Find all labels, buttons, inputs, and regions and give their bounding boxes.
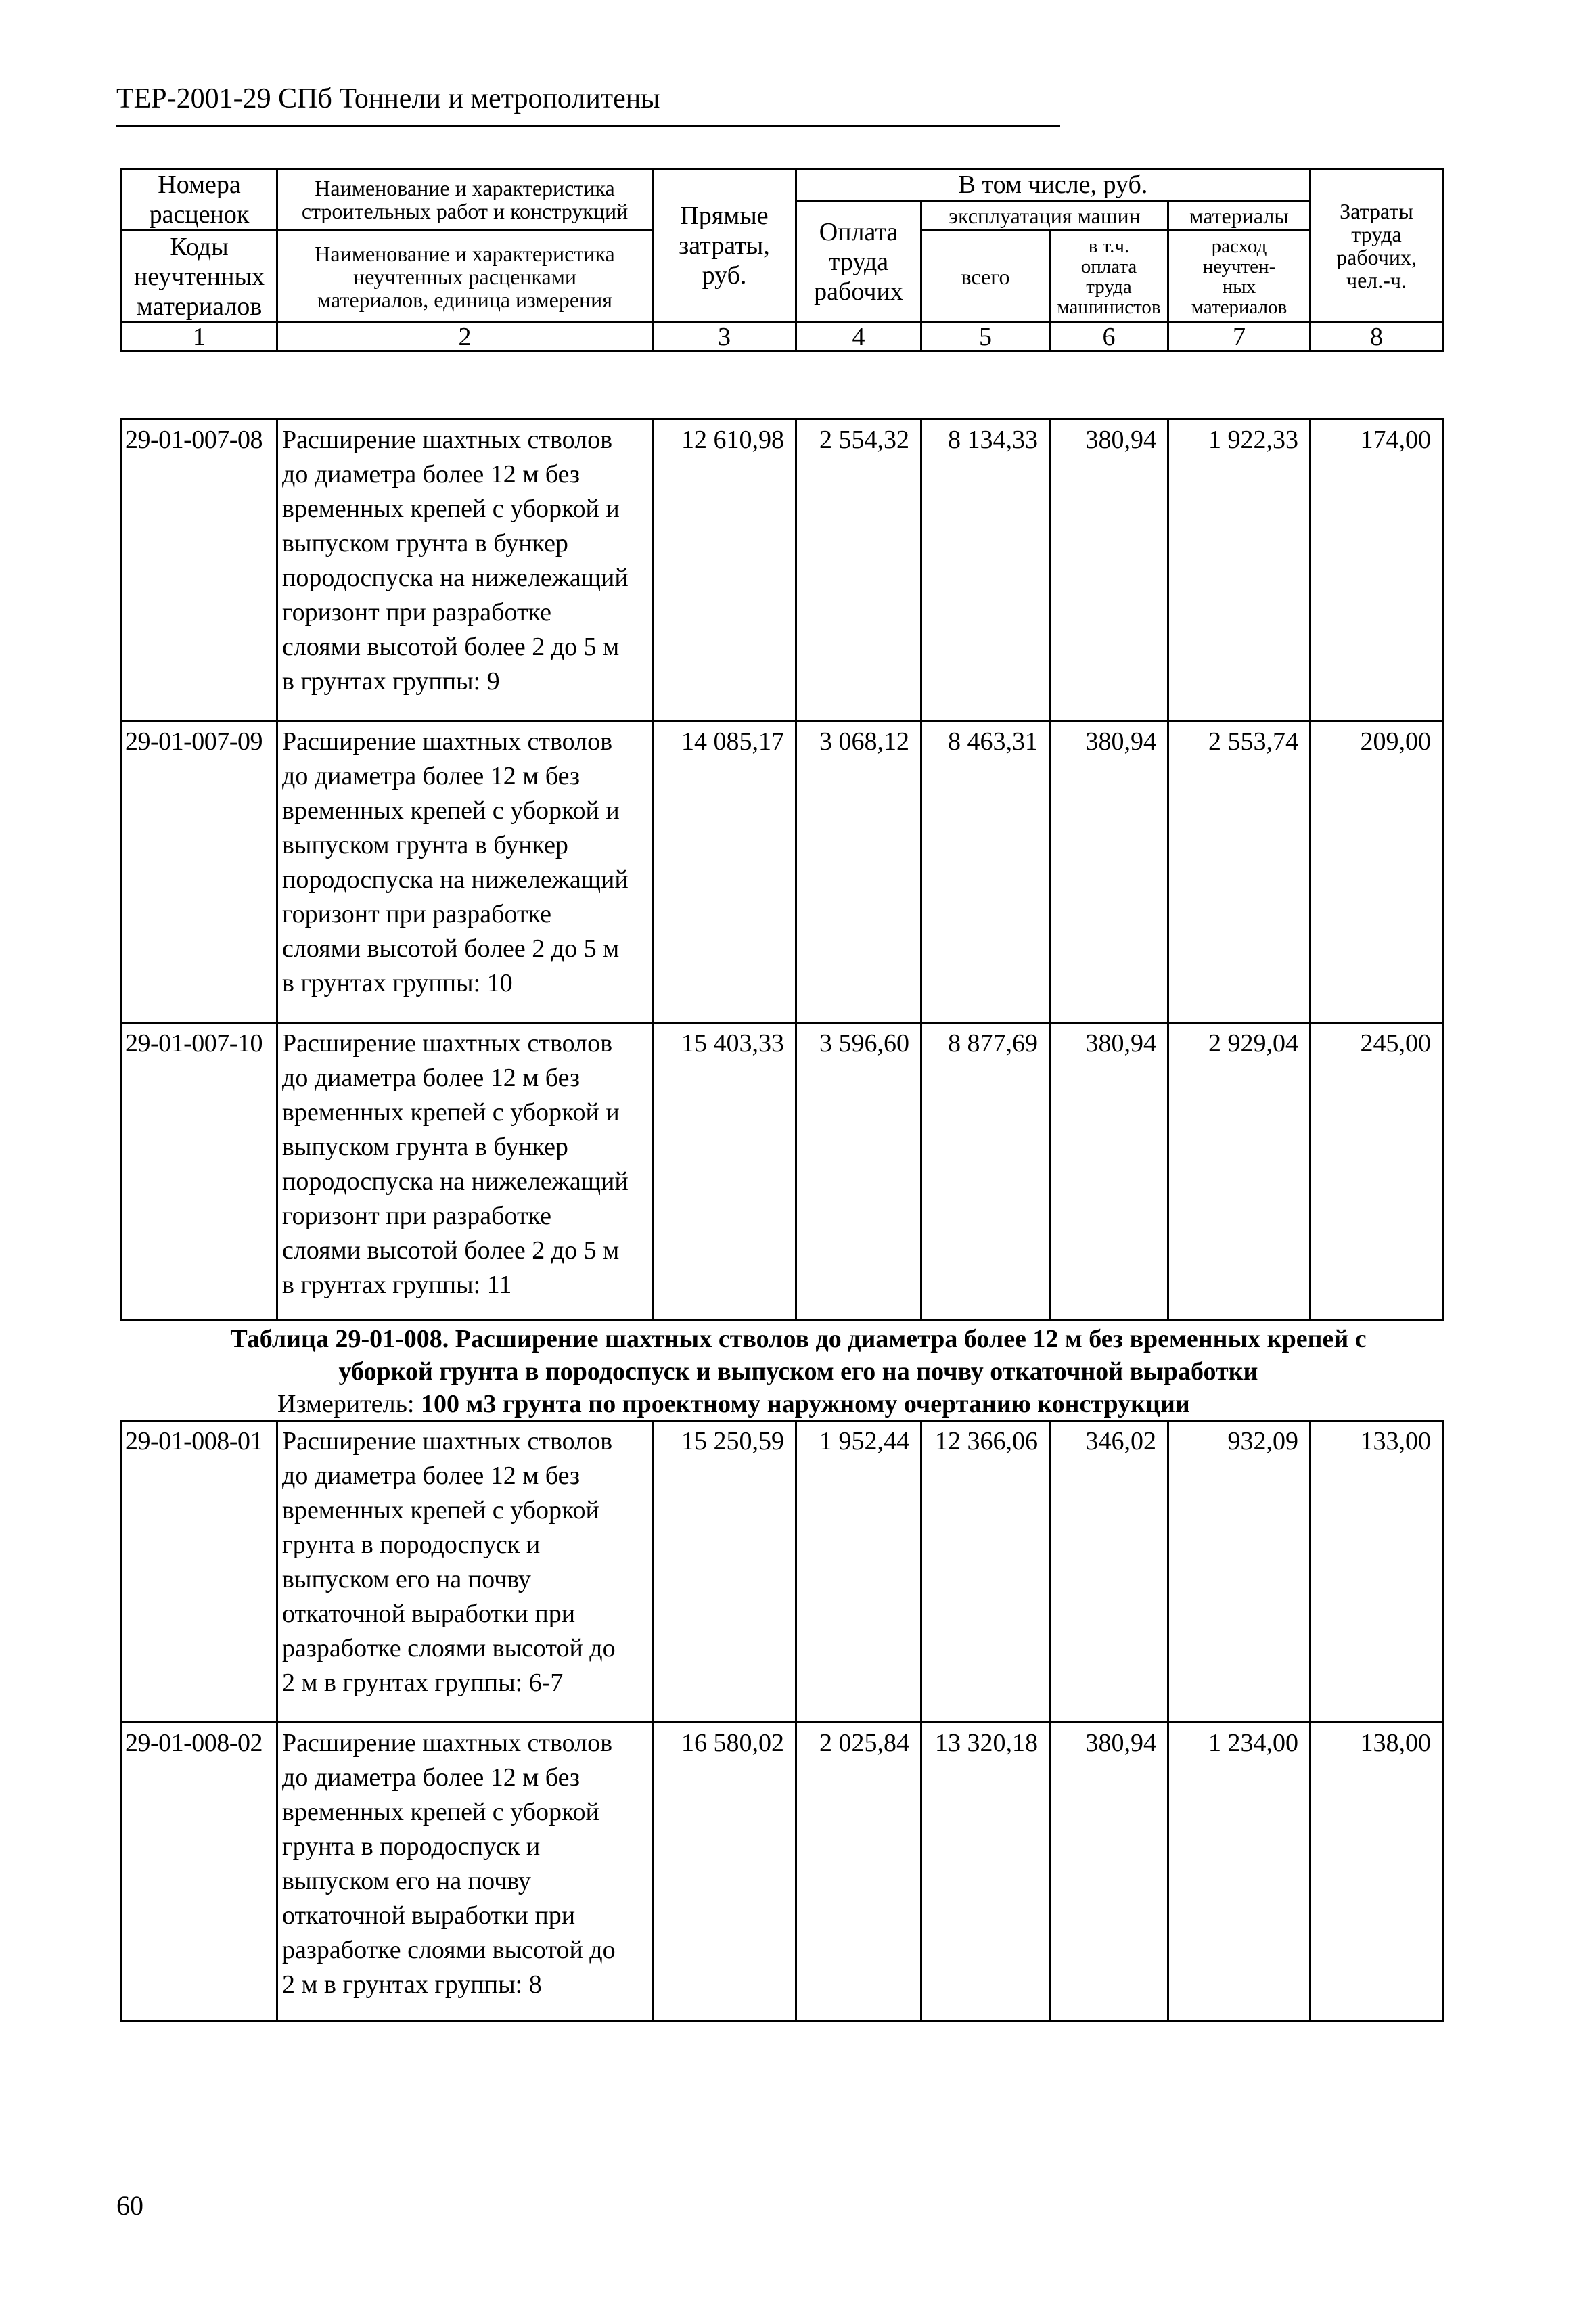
header-materials: материалы: [1168, 201, 1310, 231]
measurement-label: Измеритель:: [277, 1390, 415, 1418]
direct-costs: 16 580,02: [653, 1723, 796, 2022]
header-material-name: Наименование и характеристика неучтенных расценками материалов, единица измерения: [277, 231, 653, 323]
labor-hours: 133,00: [1310, 1421, 1443, 1723]
measurement-unit: [277, 1389, 1190, 1419]
materials-cost: 1 922,33: [1168, 420, 1310, 721]
running-head: ТЕР-2001-29 СПб Тоннели и метрополитены: [116, 83, 660, 114]
operator-wages: 380,94: [1050, 721, 1168, 1023]
header-worker-wages: Оплата труда рабочих: [796, 201, 921, 323]
rate-description: Расширение шахтных стволов до диаметра более 12 м без временных крепей с уборкой и выпуском грунта в бункер породоспуска на нижележащий горизонт при разработке слоями высотой более 2 до 5 м в грунтах группы: 11: [277, 1023, 653, 1321]
header-code-unaccounted: Коды неучтенных материалов: [122, 231, 277, 323]
rate-description: Расширение шахтных стволов до диаметра более 12 м без временных крепей с уборкой и выпуском грунта в бункер породоспуска на нижележащий горизонт при разработке слоями высотой более 2 до 5 м в грунтах группы: 10: [277, 721, 653, 1023]
direct-costs: 15 250,59: [653, 1421, 796, 1723]
machine-costs: 8 463,31: [921, 721, 1050, 1023]
machine-costs: 13 320,18: [921, 1723, 1050, 2022]
header-machines-total: всего: [921, 231, 1050, 323]
rate-code: 29-01-007-08: [122, 420, 277, 721]
column-number: 1: [122, 323, 277, 351]
materials-cost: 932,09: [1168, 1421, 1310, 1723]
column-number: 5: [921, 323, 1050, 351]
column-header-table: [120, 168, 1444, 352]
header-unaccounted-materials: расход неучтен- ных материалов: [1168, 231, 1310, 323]
worker-wages: 1 952,44: [796, 1421, 921, 1723]
rates-table-007: [120, 418, 1444, 1321]
machine-costs: 12 366,06: [921, 1421, 1050, 1723]
header-including-group: В том числе, руб.: [796, 169, 1310, 201]
page-number: 60: [116, 2190, 143, 2221]
header-labor-hours: Затраты труда рабочих, чел.-ч.: [1310, 169, 1443, 323]
table-row: [122, 721, 1443, 1023]
direct-costs: 15 403,33: [653, 1023, 796, 1321]
rate-description: Расширение шахтных стволов до диаметра более 12 м без временных крепей с уборкой грунта в породоспуск и выпуском его на почву откаточной выработки при разработке слоями высотой до 2 м в грунтах группы: 8: [277, 1723, 653, 2022]
operator-wages: 380,94: [1050, 1723, 1168, 2022]
column-number: 3: [653, 323, 796, 351]
operator-wages: 380,94: [1050, 1023, 1168, 1321]
header-operator-wages: в т.ч. оплата труда машинистов: [1050, 231, 1168, 323]
table-row: [122, 1723, 1443, 2022]
worker-wages: 2 554,32: [796, 420, 921, 721]
header-rule: [116, 125, 1060, 127]
labor-hours: 174,00: [1310, 420, 1443, 721]
column-number: 4: [796, 323, 921, 351]
table-row: [122, 1421, 1443, 1723]
rate-code: 29-01-008-01: [122, 1421, 277, 1723]
worker-wages: 2 025,84: [796, 1723, 921, 2022]
operator-wages: 346,02: [1050, 1421, 1168, 1723]
column-number: 2: [277, 323, 653, 351]
header-rate-number: Номера расценок: [122, 169, 277, 231]
measurement-value: 100 м3 грунта по проектному наружному очертанию конструкции: [421, 1390, 1190, 1418]
machine-costs: 8 877,69: [921, 1023, 1050, 1321]
rate-code: 29-01-008-02: [122, 1723, 277, 2022]
table-row: [122, 1023, 1443, 1321]
worker-wages: 3 068,12: [796, 721, 921, 1023]
rate-description: Расширение шахтных стволов до диаметра более 12 м без временных крепей с уборкой и выпуском грунта в бункер породоспуска на нижележащий горизонт при разработке слоями высотой более 2 до 5 м в грунтах группы: 9: [277, 420, 653, 721]
operator-wages: 380,94: [1050, 420, 1168, 721]
header-machine-operation: эксплуатация машин: [921, 201, 1168, 231]
materials-cost: 2 553,74: [1168, 721, 1310, 1023]
column-number: 6: [1050, 323, 1168, 351]
worker-wages: 3 596,60: [796, 1023, 921, 1321]
rates-table-008: [120, 1420, 1444, 2022]
table-row: [122, 420, 1443, 721]
rate-code: 29-01-007-09: [122, 721, 277, 1023]
labor-hours: 209,00: [1310, 721, 1443, 1023]
column-number: 8: [1310, 323, 1443, 351]
machine-costs: 8 134,33: [921, 420, 1050, 721]
header-work-name: Наименование и характеристика строительных работ и конструкций: [277, 169, 653, 231]
header-direct-costs: Прямые затраты, руб.: [653, 169, 796, 323]
direct-costs: 12 610,98: [653, 420, 796, 721]
labor-hours: 245,00: [1310, 1023, 1443, 1321]
labor-hours: 138,00: [1310, 1723, 1443, 2022]
column-number: 7: [1168, 323, 1310, 351]
table-caption: Таблица 29-01-008. Расширение шахтных стволов до диаметра более 12 м без временных крепей с уборкой грунта в породоспуск и выпуском его на почву откаточной выработки: [230, 1325, 1367, 1386]
rate-code: 29-01-007-10: [122, 1023, 277, 1321]
direct-costs: 14 085,17: [653, 721, 796, 1023]
materials-cost: 2 929,04: [1168, 1023, 1310, 1321]
rate-description: Расширение шахтных стволов до диаметра более 12 м без временных крепей с уборкой грунта в породоспуск и выпуском его на почву откаточной выработки при разработке слоями высотой до 2 м в грунтах группы: 6-7: [277, 1421, 653, 1723]
materials-cost: 1 234,00: [1168, 1723, 1310, 2022]
